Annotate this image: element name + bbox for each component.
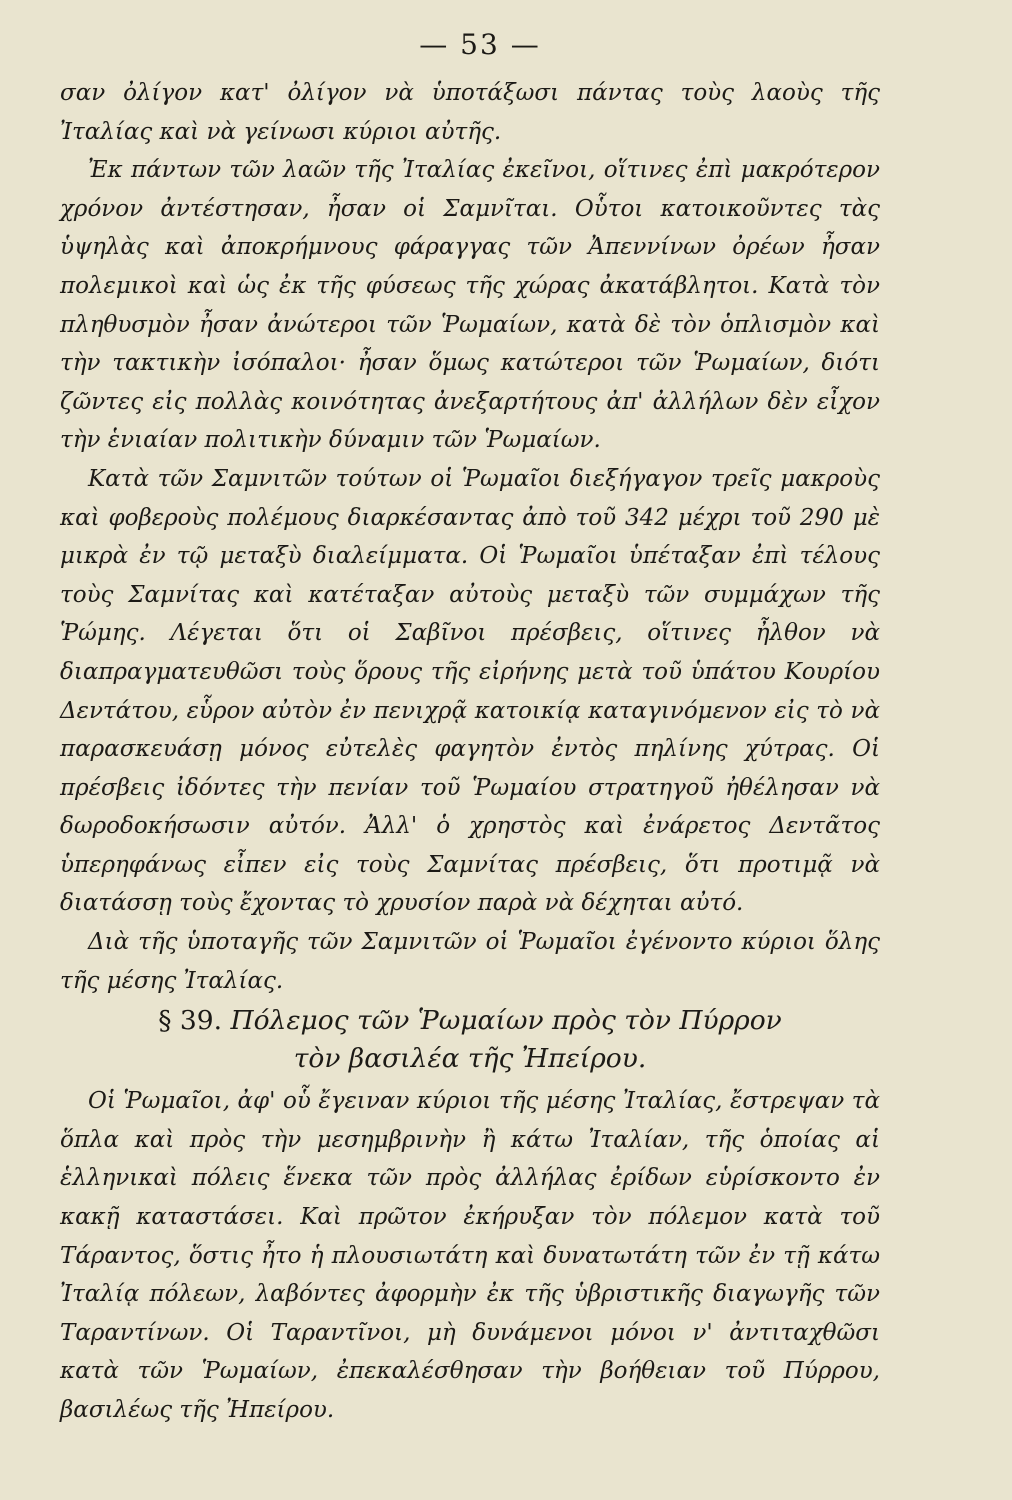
section-heading — [60, 1002, 880, 1078]
paragraph-samnites: Ἐκ πάντων τῶν λαῶν τῆς Ἰταλίας ἐκεῖνοι, οἵτινες ἐπὶ μακρότερον χρόνον ἀντέστησαν, ἦσαν οἱ Σαμνῖται. Οὗτοι κατοικοῦντες τὰς ὑψηλὰς καὶ ἀποκρήμνους φάραγγας τῶν Ἀπεννίνων ὀρέων ἦσαν πολεμικοὶ καὶ ὡς ἐκ τῆς φύσεως τῆς χώρας ἀκατάβλητοι. Κατὰ τὸν πληθυσμὸν ἦσαν ἀνώτεροι τῶν Ῥωμαίων, κατὰ δὲ τὸν ὁπλισμὸν καὶ τὴν τακτικὴν ἰσόπαλοι· ἦσαν ὅμως κατώτεροι τῶν Ῥωμαίων, διότι ζῶντες εἰς πολλὰς κοινότητας ἀνεξαρτήτους ἀπ' ἀλλήλων δὲν εἶχον τὴν ἑνιαίαν πολιτικὴν δύναμιν τῶν Ῥωμαίων. — [60, 157, 880, 454]
page-number: — 53 — — [419, 28, 541, 61]
section-title-line2: τὸν βασιλέα τῆς Ἠπείρου. — [293, 1043, 647, 1075]
section-title-line1: Πόλεμος τῶν Ῥωμαίων πρὸς τὸν Πύρρον — [230, 1005, 782, 1037]
section-heading-line1 — [60, 1002, 880, 1040]
paragraph-pyrrhus: Οἱ Ῥωμαῖοι, ἀφ' οὗ ἔγειναν κύριοι τῆς μέσης Ἰταλίας, ἔστρεψαν τὰ ὅπλα καὶ πρὸς τὴν μεσημβρινὴν ἢ κάτω Ἰταλίαν, τῆς ὁποίας αἱ ἑλληνικαὶ πόλεις ἕνεκα τῶν πρὸς ἀλλήλας ἐρίδων εὑρίσκοντο ἐν κακῇ καταστάσει. Καὶ πρῶτον ἐκήρυξαν τὸν πόλεμον κατὰ τοῦ Τάραντος, ὅστις ἦτο ἡ πλουσιωτάτη καὶ δυνατωτάτη τῶν ἐν τῇ κάτω Ἰταλίᾳ πόλεων, λαβόντες ἀφορμὴν ἐκ τῆς ὑβριστικῆς διαγωγῆς τῶν Ταραντίνων. Οἱ Ταραντῖνοι, μὴ δυνάμενοι μόνοι ν' ἀντιταχθῶσι κατὰ τῶν Ῥωμαίων, ἐπεκαλέσθησαν τὴν βοήθειαν τοῦ Πύρρου, βασιλέως τῆς Ἠπείρου. — [60, 1088, 880, 1423]
section-number: § 39. — [158, 1005, 223, 1037]
paragraph-samnite-wars: Κατὰ τῶν Σαμνιτῶν τούτων οἱ Ῥωμαῖοι διεξήγαγον τρεῖς μακροὺς καὶ φοβεροὺς πολέμους διαρκέσαντας ἀπὸ τοῦ 342 μέχρι τοῦ 290 μὲ μικρὰ ἐν τῷ μεταξὺ διαλείμματα. Οἱ Ῥωμαῖοι ὑπέταξαν ἐπὶ τέλους τοὺς Σαμνίτας καὶ κατέταξαν αὐτοὺς μεταξὺ τῶν συμμάχων τῆς Ῥώμης. Λέγεται ὅτι οἱ Σαβῖνοι πρέσβεις, οἵτινες ἦλθον νὰ διαπραγματευθῶσι τοὺς ὅρους τῆς εἰρήνης μετὰ τοῦ ὑπάτου Κουρίου Δεντάτου, εὗρον αὐτὸν ἐν πενιχρᾷ κατοικίᾳ καταγινόμενον εἰς τὸ νὰ παρασκευάσῃ μόνος εὐτελὲς φαγητὸν ἐντὸς πηλίνης χύτρας. Οἱ πρέσβεις ἰδόντες τὴν πενίαν τοῦ Ῥωμαίου στρατηγοῦ ἠθέλησαν νὰ δωροδοκήσωσιν αὐτόν. Ἀλλ' ὁ χρηστὸς καὶ ἐνάρετος Δεντᾶτος ὑπερηφάνως εἶπεν εἰς τοὺς Σαμνίτας πρέσβεις, ὅτι προτιμᾷ νὰ διατάσσῃ τοὺς ἔχοντας τὸ χρυσίον παρὰ νὰ δέχηται αὐτό. — [60, 465, 880, 917]
paragraph-continuation: σαν ὀλίγον κατ' ὀλίγον νὰ ὑποτάξωσι πάντας τοὺς λαοὺς τῆς Ἰταλίας καὶ νὰ γείνωσι κύριοι αὐτῆς. — [60, 80, 880, 145]
paragraph-conclusion: Διὰ τῆς ὑποταγῆς τῶν Σαμνιτῶν οἱ Ῥωμαῖοι ἐγένοντο κύριοι ὅλης τῆς μέσης Ἰταλίας. — [60, 929, 880, 994]
